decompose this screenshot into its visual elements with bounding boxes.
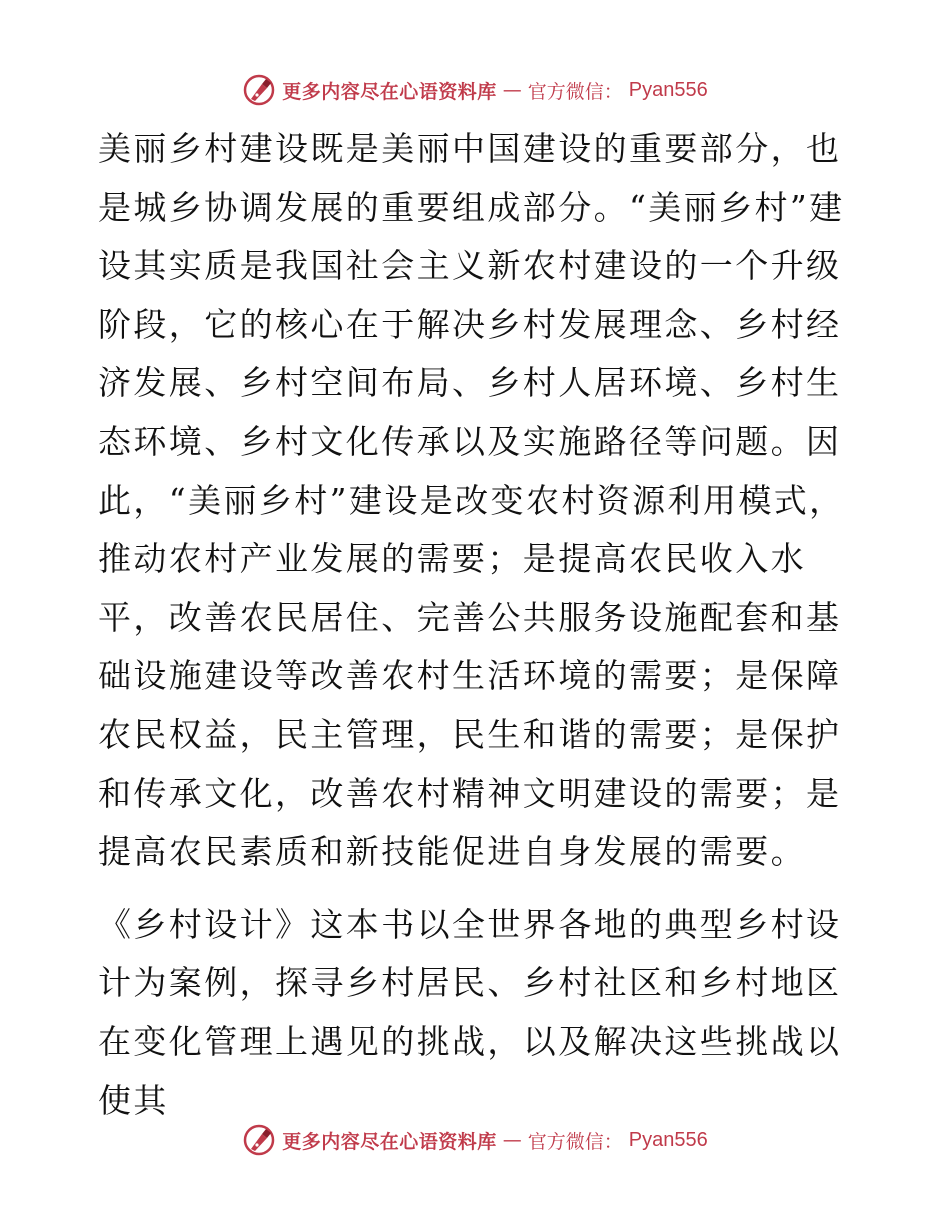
watermark-slogan: 更多内容尽在心语资料库: [282, 1130, 497, 1153]
pen-nib-logo-icon: [242, 73, 276, 107]
header-watermark: [0, 70, 950, 110]
wechat-id: Pyan556: [628, 1128, 708, 1151]
paragraph-1: 美丽乡村建设既是美丽中国建设的重要部分，也是城乡协调发展的重要组成部分。“美丽乡村”建设其实质是我国社会主义新农村建设的一个升级阶段，它的核心在于解决乡村发展理念、乡村经济发展、乡村空间布局、乡村人居环境、乡村生态环境、乡村文化传承以及实施路径等问题。因此，“美丽乡村”建设是改变农村资源利用模式，推动农村产业发展的需要；是提高农民收入水平，改善农民居住、完善公共服务设施配套和基础设施建设等改善农村生活环境的需要；是保障农民权益，民主管理，民生和谐的需要；是保护和传承文化，改善农村精神文明建设的需要；是提高农民素质和新技能促进自身发展的需要。: [98, 129, 845, 872]
watermark-dash: —: [502, 79, 522, 101]
wechat-label: 官方微信：: [527, 80, 623, 103]
footer-watermark: [0, 1120, 950, 1160]
wechat-id: Pyan556: [628, 78, 708, 101]
watermark-slogan: 更多内容尽在心语资料库: [282, 80, 497, 103]
watermark-dash: —: [502, 1129, 522, 1151]
paragraph-2: 《乡村设计》这本书以全世界各地的典型乡村设计为案例，探寻乡村居民、乡村社区和乡村地区在变化管理上遇见的挑战，以及解决这些挑战以使其: [98, 904, 842, 1120]
wechat-label: 官方微信：: [527, 1130, 623, 1153]
pen-nib-logo-icon: [242, 1123, 276, 1157]
document-body: [98, 120, 858, 1130]
